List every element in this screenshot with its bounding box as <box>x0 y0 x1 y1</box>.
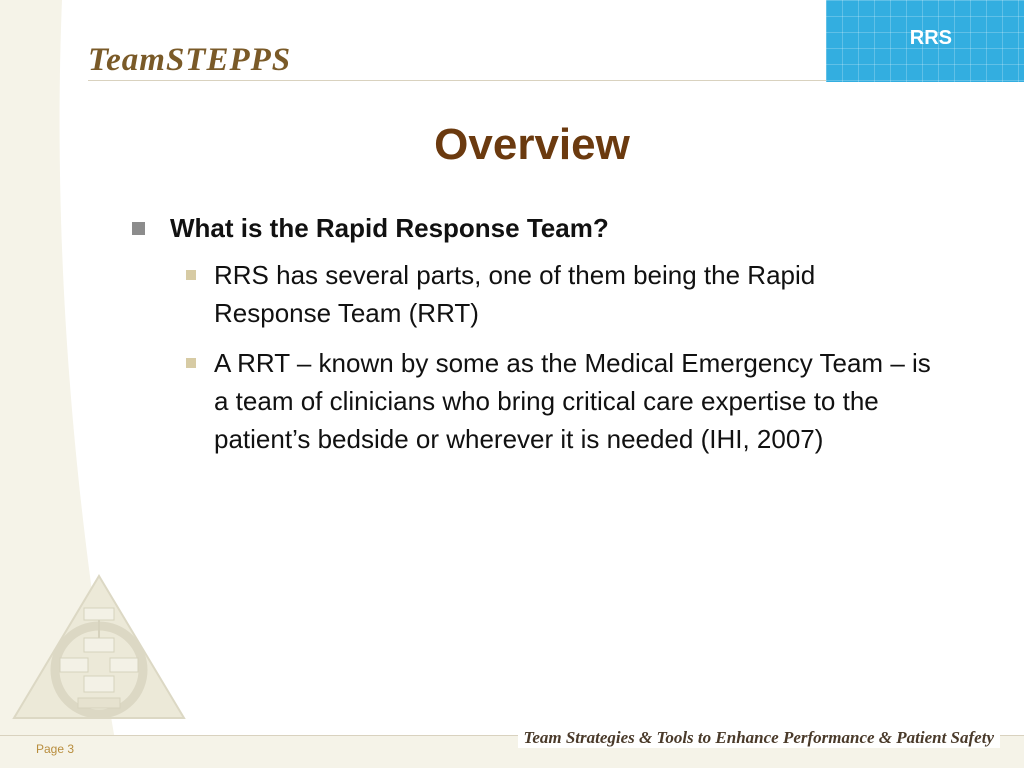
sub-bullet <box>174 344 934 458</box>
slide-content <box>130 208 930 470</box>
footer-tagline: Team Strategies & Tools to Enhance Performance & Patient Safety <box>518 728 1001 748</box>
square-bullet-icon <box>132 222 145 235</box>
main-bullet-text: What is the Rapid Response Team? <box>170 213 609 243</box>
sub-bullet <box>174 256 934 332</box>
teamstepps-triangle-emblem-icon <box>8 572 190 724</box>
page-number: Page 3 <box>36 742 75 756</box>
main-bullet <box>130 208 930 248</box>
header-divider <box>88 80 826 81</box>
teamstepps-logo: TeamSTEPPS <box>88 42 292 78</box>
sub-bullet-list <box>174 256 930 458</box>
square-bullet-icon <box>186 270 196 280</box>
section-tag <box>826 0 1024 82</box>
section-tag-label: RRS <box>909 27 952 49</box>
sub-bullet-text: A RRT – known by some as the Medical Emergency Team – is a team of clinicians who bring critical care expertise to the patient’s bedside or wherever it is needed (IHI, 2007) <box>214 348 931 454</box>
square-bullet-icon <box>186 358 196 368</box>
slide-title: Overview <box>434 120 630 169</box>
sub-bullet-text: RRS has several parts, one of them being the Rapid Response Team (RRT) <box>214 260 816 328</box>
